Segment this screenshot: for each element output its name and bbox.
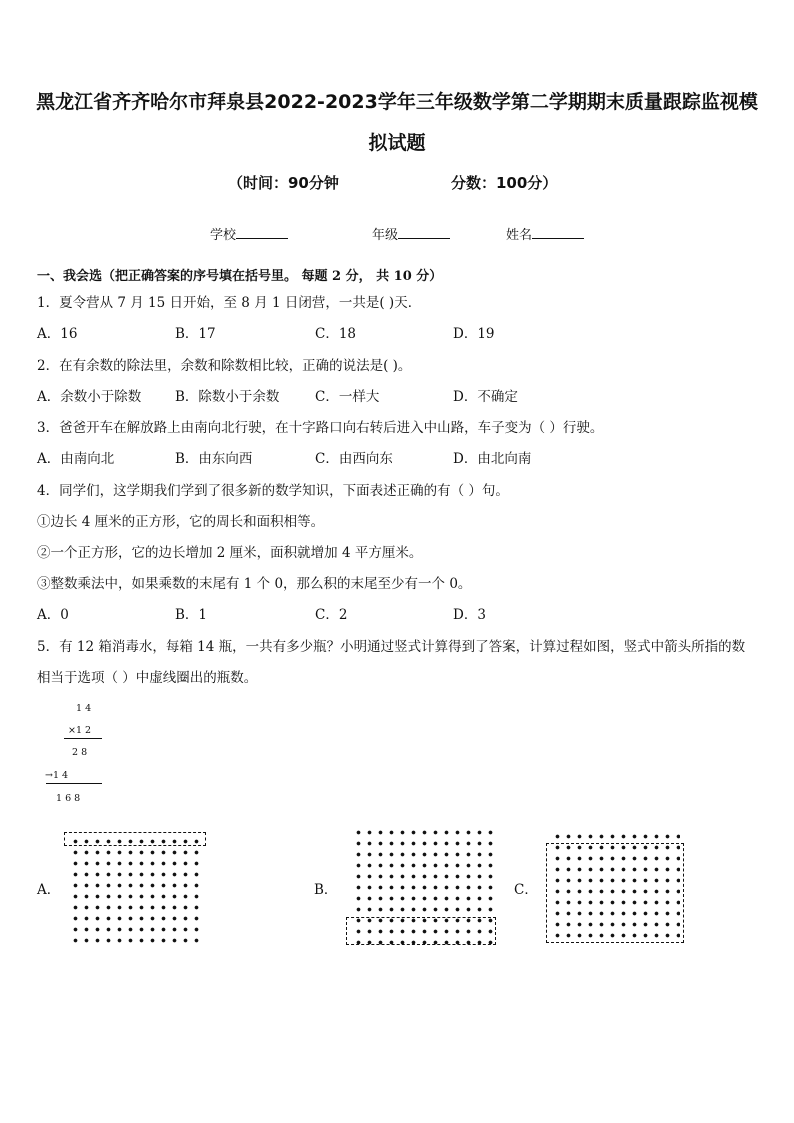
q1-option-a: A．16 [37, 326, 78, 342]
q2-option-b: B．除数小于余数 [175, 389, 280, 405]
grade-field [372, 224, 450, 243]
calc-line-2 [46, 783, 102, 784]
q5-choice-a-label: A． [37, 882, 61, 898]
name-field [506, 224, 584, 243]
section-heading: 一、我会选（把正确答案的序号填在括号里。 每题 2 分， 共 10 分） [37, 269, 443, 284]
calc-row-5: 1 6 8 [56, 793, 81, 804]
q3-option-a: A．由南向北 [37, 451, 115, 467]
question-3: 3．爸爸开车在解放路上由南向北行驶，在十字路口向右转后进入中山路，车子变为（ ）行驶。 [37, 420, 604, 436]
name-label: 姓名 [506, 228, 533, 243]
grade-label: 年级 [372, 228, 399, 243]
q4-statement-2: ②一个正方形，它的边长增加 2 厘米，面积就增加 4 平方厘米。 [37, 545, 423, 561]
question-5-line1: 5．有 12 箱消毒水，每箱 14 瓶，一共有多少瓶？小明通过竖式计算得到了答案，计算过程如图，竖式中箭头所指的数 [37, 639, 746, 655]
exam-time: （时间：90分钟 [228, 174, 339, 192]
page-title: 黑龙江省齐齐哈尔市拜泉县2022-2023学年三年级数学第二学期期末质量跟踪监视模 [36, 91, 758, 113]
q1-option-b: B．17 [175, 326, 216, 342]
q4-statement-3: ③整数乘法中，如果乘数的末尾有 1 个 0，那么积的末尾至少有一个 0。 [37, 576, 472, 592]
name-blank [532, 226, 584, 239]
q2-option-a: A．余数小于除数 [37, 389, 142, 405]
q3-option-b: B．由东向西 [175, 451, 253, 467]
q5-choice-b-dashed-box [346, 917, 496, 945]
q4-statement-1: ①边长 4 厘米的正方形，它的周长和面积相等。 [37, 514, 325, 530]
q5-choice-b-label: B． [314, 882, 338, 898]
question-4: 4．同学们，这学期我们学到了很多新的数学知识，下面表述正确的有（ ）句。 [37, 483, 509, 499]
q2-option-c: C．一样大 [315, 389, 380, 405]
q5-choice-a-dots [68, 834, 202, 944]
q5-choice-c-dashed-box [546, 843, 684, 943]
q5-choice-a-dashed-box [64, 832, 206, 846]
q5-choice-c-label: C． [514, 882, 538, 898]
q3-option-c: C．由西向东 [315, 451, 393, 467]
calc-row-3: 2 8 [72, 747, 88, 758]
q1-option-c: C．18 [315, 326, 357, 342]
q2-option-d: D．不确定 [453, 389, 518, 405]
question-5-line2: 相当于选项（ ）中虚线圈出的瓶数。 [37, 670, 258, 686]
q4-option-c: C．2 [315, 607, 348, 623]
school-field [210, 224, 288, 243]
calc-row-1: 1 4 [76, 703, 92, 714]
exam-score: 分数：100分） [451, 174, 558, 192]
q4-option-d: D．3 [453, 607, 486, 623]
question-1: 1．夏令营从 7 月 15 日开始，至 8 月 1 日闭营，一共是( )天． [37, 295, 422, 311]
calc-line-1 [64, 738, 102, 739]
q1-option-d: D．19 [453, 326, 495, 342]
school-label: 学校 [210, 228, 237, 243]
school-blank [236, 226, 288, 239]
q4-option-a: A．0 [37, 607, 69, 623]
page-title-line2: 拟试题 [368, 132, 426, 154]
question-2: 2．在有余数的除法里，余数和除数相比较，正确的说法是( )。 [37, 358, 412, 374]
calc-row-4: →1 4 [45, 770, 69, 781]
q3-option-d: D．由北向南 [453, 451, 532, 467]
calc-row-2: ×1 2 [68, 725, 92, 736]
grade-blank [398, 226, 450, 239]
q4-option-b: B．1 [175, 607, 208, 623]
